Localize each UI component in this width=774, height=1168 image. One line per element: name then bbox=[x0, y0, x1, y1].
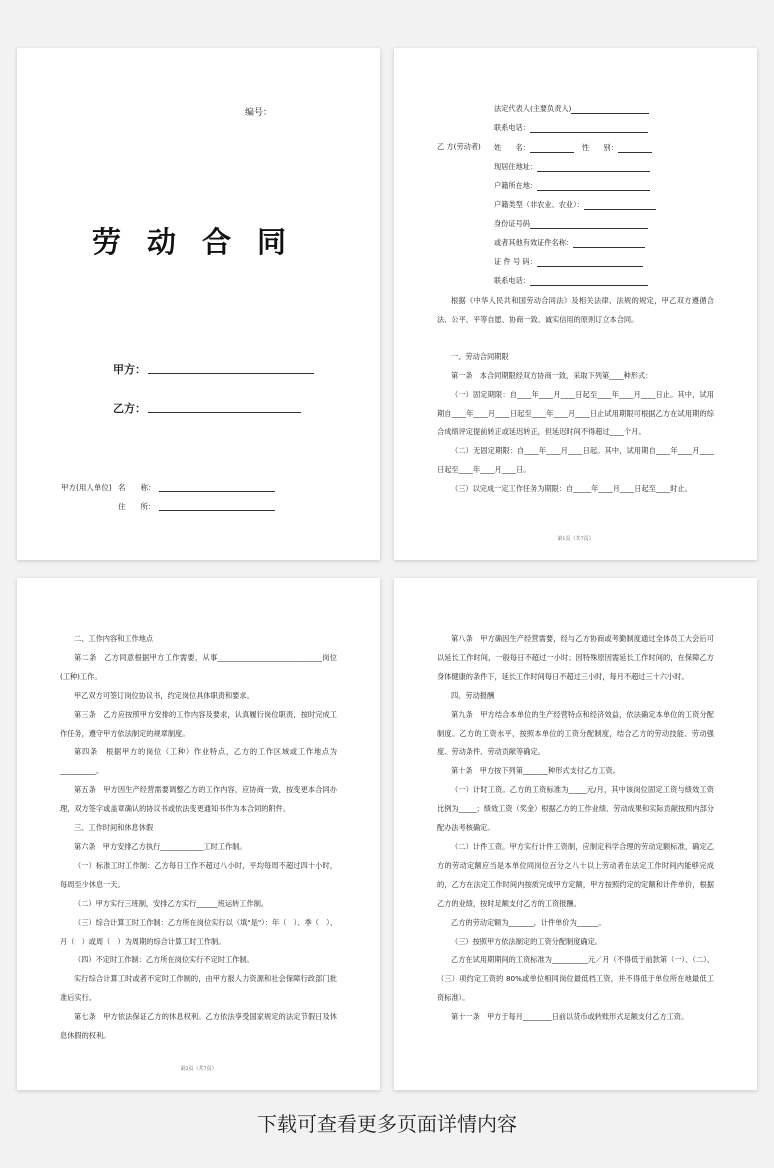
contact-phone2-line bbox=[530, 285, 648, 286]
hukou-place-line bbox=[537, 190, 650, 191]
legal-rep-label: 法定代表人(主要负责人) bbox=[494, 104, 572, 113]
cover-title: 劳动合同 bbox=[92, 225, 313, 259]
article-10-quota: 乙方的劳动定额为_______，计件单价为______。 bbox=[451, 917, 606, 927]
intro-paragraph: 根据《中华人民共和国劳动合同法》及相关法律、法规的规定，甲乙双方遵循合法、公平、平等自愿、协商一致、诚实信用的原则订立本合同。 bbox=[437, 296, 714, 324]
article-1-task-term: （三）以完成一定工作任务为期限：自_____年____月____日起至____时止。 bbox=[451, 484, 692, 494]
cover-page bbox=[17, 48, 380, 560]
section-2-title: 二、工作内容和工作地点 bbox=[74, 634, 154, 643]
party-b-worker-label: 乙 方(劳动者) bbox=[437, 142, 481, 151]
residence-label: 现居住地址： bbox=[494, 162, 538, 171]
section-1-title: 一、劳动合同期限 bbox=[451, 351, 509, 361]
employer-name-label: 名 称： bbox=[118, 483, 156, 492]
worker-name-line bbox=[530, 152, 574, 153]
article-6-approval: 实行综合计算工时或者不定时工作制的，由甲方报人力资源和社会保障行政部门批准后实行。 bbox=[60, 974, 337, 1003]
section-3-title: 三、工作时间和休息休假 bbox=[74, 823, 154, 833]
employer-name-line bbox=[159, 491, 275, 492]
article-6-flexible: （四）不定时工作制：乙方所在岗位实行不定时工作制。 bbox=[74, 955, 254, 965]
article-6-shift: （二）甲方实行三班制，安排乙方实行______班运转工作制。 bbox=[74, 898, 269, 908]
cert-no-label: 证 件 号 码： bbox=[494, 257, 537, 266]
download-more-link[interactable]: 下载可查看更多页面详情内容 bbox=[257, 1112, 517, 1136]
article-3: 第三条 乙方应按照甲方安排的工作内容及要求，认真履行岗位职责，按时完成工作任务，遵守甲方依法制定的规章制度。 bbox=[60, 709, 337, 738]
other-id-row bbox=[494, 238, 645, 248]
page-1-body bbox=[437, 292, 714, 499]
employer-label: 甲方(用人单位) bbox=[61, 483, 112, 492]
hukou-type-label: 户籍类型（非农业、农业）： bbox=[494, 200, 584, 209]
article-10-probation-wage: 乙方在试用期期间的工资标准为__________元／月（不得低于前款第（一）、（二）、（三）项约定工资的 80%或单位相同岗位最低档工资，并不得低于单位所在地最低工资标准）。 bbox=[437, 955, 714, 1003]
section-4-title: 四、劳动报酬 bbox=[451, 690, 495, 700]
contact-phone2-row bbox=[494, 276, 648, 286]
cert-no-row bbox=[494, 257, 643, 267]
article-2-agreement: 甲乙双方可签订岗位协议书，约定岗位具体职责和要求。 bbox=[74, 690, 254, 700]
article-4: 第四条 根据甲方的岗位（工种）作业特点，乙方的工作区域或工作地点为__________。 bbox=[60, 747, 337, 776]
name-gender-row bbox=[494, 143, 652, 153]
article-5: 第五条 甲方因生产经营需要调整乙方的工作内容，应协商一致，按变更本合同办理，双方签字或盖章确认的协议书或依法变更通知书作为本合同的附件。 bbox=[60, 785, 337, 814]
article-9: 第九条 甲方结合本单位的生产经营特点和经济效益，依法确定本单位的工资分配制度。乙方的工资水平，按照本单位的工资分配制度，结合乙方的劳动技能、劳动强度、劳动条件、劳动贡献等确定。 bbox=[437, 709, 714, 757]
legal-rep-row bbox=[494, 104, 649, 114]
page-footer: 第2页（共7页） bbox=[180, 1066, 217, 1072]
legal-rep-line bbox=[571, 113, 649, 114]
party-b-label: 乙方： bbox=[113, 402, 146, 415]
residence-line bbox=[537, 171, 650, 172]
page-2-body bbox=[60, 630, 337, 1046]
worker-gender-line bbox=[618, 152, 652, 153]
article-10-time-wage: （一）计时工资。乙方的工资标准为_____元/月，其中该岗位固定工资与绩效工资比例为_____；绩效工资（奖金）根据乙方的工作业绩、劳动成果和实际贡献按照内部分配办法考核确定。 bbox=[437, 785, 714, 833]
hukou-place-label: 户籍所在地： bbox=[494, 181, 538, 190]
page-2 bbox=[17, 578, 380, 1090]
article-10: 第十条 甲方按下列第_______种形式支付乙方工资。 bbox=[451, 766, 620, 776]
hukou-type-row bbox=[494, 200, 656, 210]
article-6-comprehensive: （三）综合计算工时工作制：乙方所在岗位实行以（填"是"）：年（ ）、季（ ）、月（ ）或周（ ）为周期的综合计算工时工作制。 bbox=[60, 917, 337, 946]
contact-phone2-label: 联系电话： bbox=[494, 276, 530, 285]
article-10-piece-wage: （二）计件工资。甲方实行计件工资制，应制定科学合理的劳动定额标准，确定乙方的劳动定额应当是本单位同岗位百分之八十以上劳动者在法定工作时间内能够完成的，乙方在法定工作时间内按质完成甲方定额，甲方按照约定的定额和计件单价，根据乙方的业绩，按时足额支付乙方的工资报酬。 bbox=[437, 841, 714, 908]
article-7: 第七条 甲方依法保证乙方的休息权利。乙方依法享受国家规定的法定节假日及休息休假的权利。 bbox=[60, 1012, 337, 1041]
cert-no-line bbox=[537, 266, 643, 267]
contact-phone-line bbox=[530, 132, 648, 133]
party-b-line bbox=[148, 412, 301, 413]
article-8: 第八条 甲方确因生产经营需要，经与乙方协商或考勤制度通过全体员工大会后可以延长工作时间，一般每日不超过一小时；因特殊原因需延长工作时间的，在保障乙方身体健康的条件下，延长工作时间每日不超过三小时，每月不超过三十六小时。 bbox=[437, 634, 714, 681]
residence-row bbox=[494, 162, 650, 172]
other-id-label: 或者其他有效证件名称： bbox=[494, 238, 574, 247]
party-a-line bbox=[148, 373, 314, 374]
article-2: 第二条 乙方同意根据甲方工作需要，从事_____________________________岗位(工种)工作。 bbox=[60, 652, 337, 681]
page-footer: 第1页（共7页） bbox=[557, 536, 594, 542]
employer-address-label: 住 所： bbox=[118, 502, 156, 511]
page-3-body bbox=[437, 630, 714, 1027]
party-a-label: 甲方： bbox=[113, 363, 146, 376]
article-10-policy: （三）按照甲方依法制定的工资分配制度确定。 bbox=[451, 936, 602, 946]
worker-gender-label: 性 别： bbox=[581, 143, 618, 152]
id-no-line bbox=[530, 228, 648, 229]
other-id-line bbox=[573, 247, 645, 248]
article-1: 第一条 本合同期限经双方协商一致，采取下列第____种形式： bbox=[451, 370, 653, 380]
employer-address-line bbox=[159, 510, 275, 511]
contact-phone-label: 联系电话： bbox=[494, 123, 530, 132]
contract-number-label: 编号： bbox=[245, 108, 273, 118]
page-3 bbox=[394, 578, 757, 1090]
id-no-row bbox=[494, 219, 648, 229]
hukou-place-row bbox=[494, 181, 650, 191]
id-no-label: 身份证号码 bbox=[494, 219, 530, 228]
article-1-fixed-term: （一）固定期限：自____年____月____日起至____年____月____日止。其中，试用期自____年____月____日起至____年____月____日止试用期限可根据乙方在试用期的综合成绩评定提前转正或延迟转正，但延迟时间不得超过____个月。 bbox=[437, 389, 714, 437]
contact-phone-row bbox=[494, 123, 648, 133]
page-1 bbox=[394, 48, 757, 560]
article-6: 第六条 甲方安排乙方执行____________工时工作制。 bbox=[74, 841, 247, 851]
article-11: 第十一条 甲方于每月________日前以货币或转账形式足额支付乙方工资。 bbox=[451, 1012, 689, 1022]
hukou-type-line bbox=[584, 209, 656, 210]
article-1-open-term: （二）无固定期限：自____年____月____日起。其中，试用期自____年____月____日起至____年____月____日。 bbox=[437, 446, 714, 475]
worker-name-label: 姓 名： bbox=[494, 143, 530, 152]
article-6-standard: （一）标准工时工作制：乙方每日工作不超过八小时，平均每周不超过四十小时，每周至少休息一天。 bbox=[60, 860, 337, 889]
